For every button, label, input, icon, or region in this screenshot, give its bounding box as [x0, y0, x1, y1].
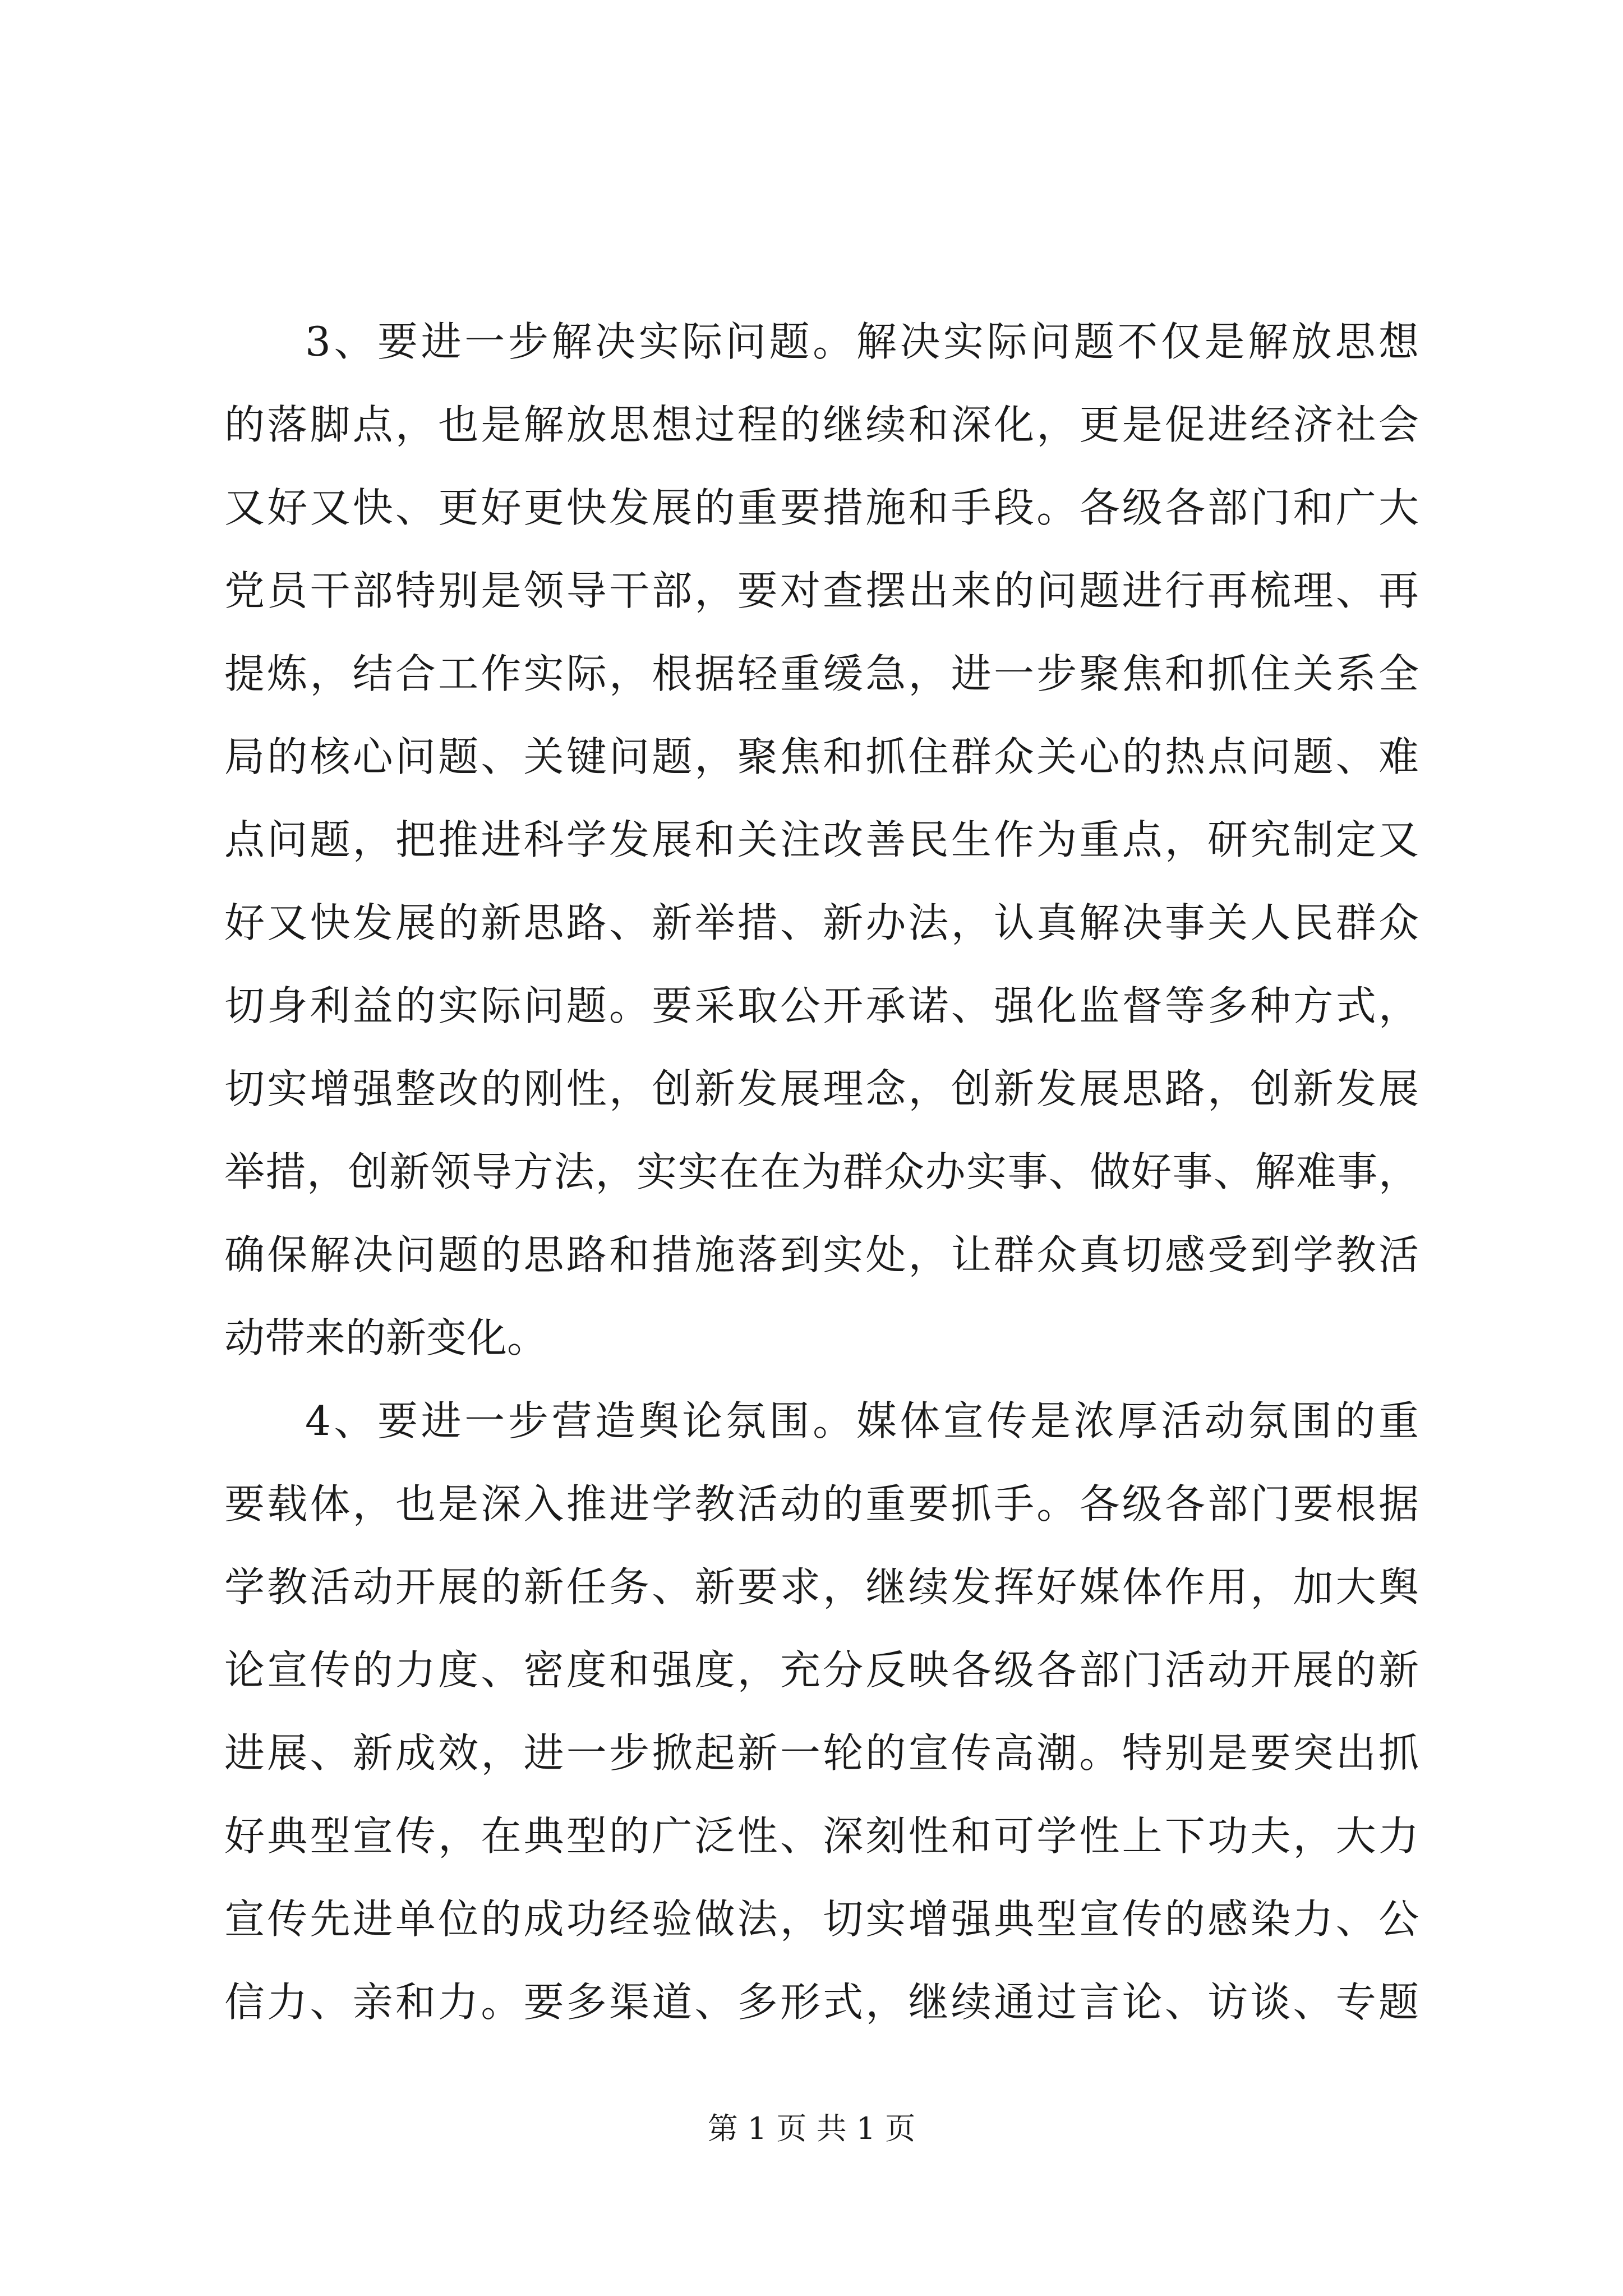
text-line: 进展、新成效，进一步掀起新一轮的宣传高潮。特别是要突出抓: [224, 1729, 1419, 1777]
text-line: 信力、亲和力。要多渠道、多形式，继续通过言论、访谈、专题: [224, 1978, 1419, 2026]
text-line: 切身利益的实际问题。要采取公开承诺、强化监督等多种方式，: [224, 982, 1419, 1029]
text-line: 要载体，也是深入推进学教活动的重要抓手。各级各部门要根据: [224, 1480, 1419, 1527]
text-line: 点问题，把推进科学发展和关注改善民生作为重点，研究制定又: [224, 816, 1419, 863]
text-line: 切实增强整改的刚性，创新发展理念，创新发展思路，创新发展: [224, 1065, 1419, 1112]
text-line: 3、要进一步解决实际问题。解决实际问题不仅是解放思想: [305, 318, 1419, 365]
text-line: 学教活动开展的新任务、新要求，继续发挥好媒体作用，加大舆: [224, 1563, 1419, 1611]
page-number-footer: 第 1 页 共 1 页: [707, 2111, 916, 2146]
text-line: 提炼，结合工作实际，根据轻重缓急，进一步聚焦和抓住关系全: [224, 650, 1419, 697]
text-line: 论宣传的力度、密度和强度，充分反映各级各部门活动开展的新: [224, 1646, 1419, 1694]
text-line: 宣传先进单位的成功经验做法，切实增强典型宣传的感染力、公: [224, 1895, 1419, 1943]
paragraph-4: [224, 1379, 1419, 2044]
paragraph-3: [224, 300, 1419, 1379]
text-line: 好典型宣传，在典型的广泛性、深刻性和可学性上下功夫，大力: [224, 1812, 1419, 1860]
text-line: 确保解决问题的思路和措施落到实处，让群众真切感受到学教活: [224, 1231, 1419, 1278]
text-line: 又好又快、更好更快发展的重要措施和手段。各级各部门和广大: [224, 484, 1419, 531]
text-line: 举措，创新领导方法，实实在在为群众办实事、做好事、解难事，: [224, 1148, 1419, 1195]
text-line: 4、要进一步营造舆论氛围。媒体宣传是浓厚活动氛围的重: [305, 1397, 1419, 1444]
document-body: [224, 300, 1419, 2044]
text-line: 动带来的新变化。: [224, 1314, 548, 1361]
text-line: 的落脚点，也是解放思想过程的继续和深化，更是促进经济社会: [224, 401, 1419, 448]
text-line: 局的核心问题、关键问题，聚焦和抓住群众关心的热点问题、难: [224, 733, 1419, 780]
text-line: 党员干部特别是领导干部，要对查摆出来的问题进行再梳理、再: [224, 567, 1419, 614]
text-line: 好又快发展的新思路、新举措、新办法，认真解决事关人民群众: [224, 899, 1419, 946]
